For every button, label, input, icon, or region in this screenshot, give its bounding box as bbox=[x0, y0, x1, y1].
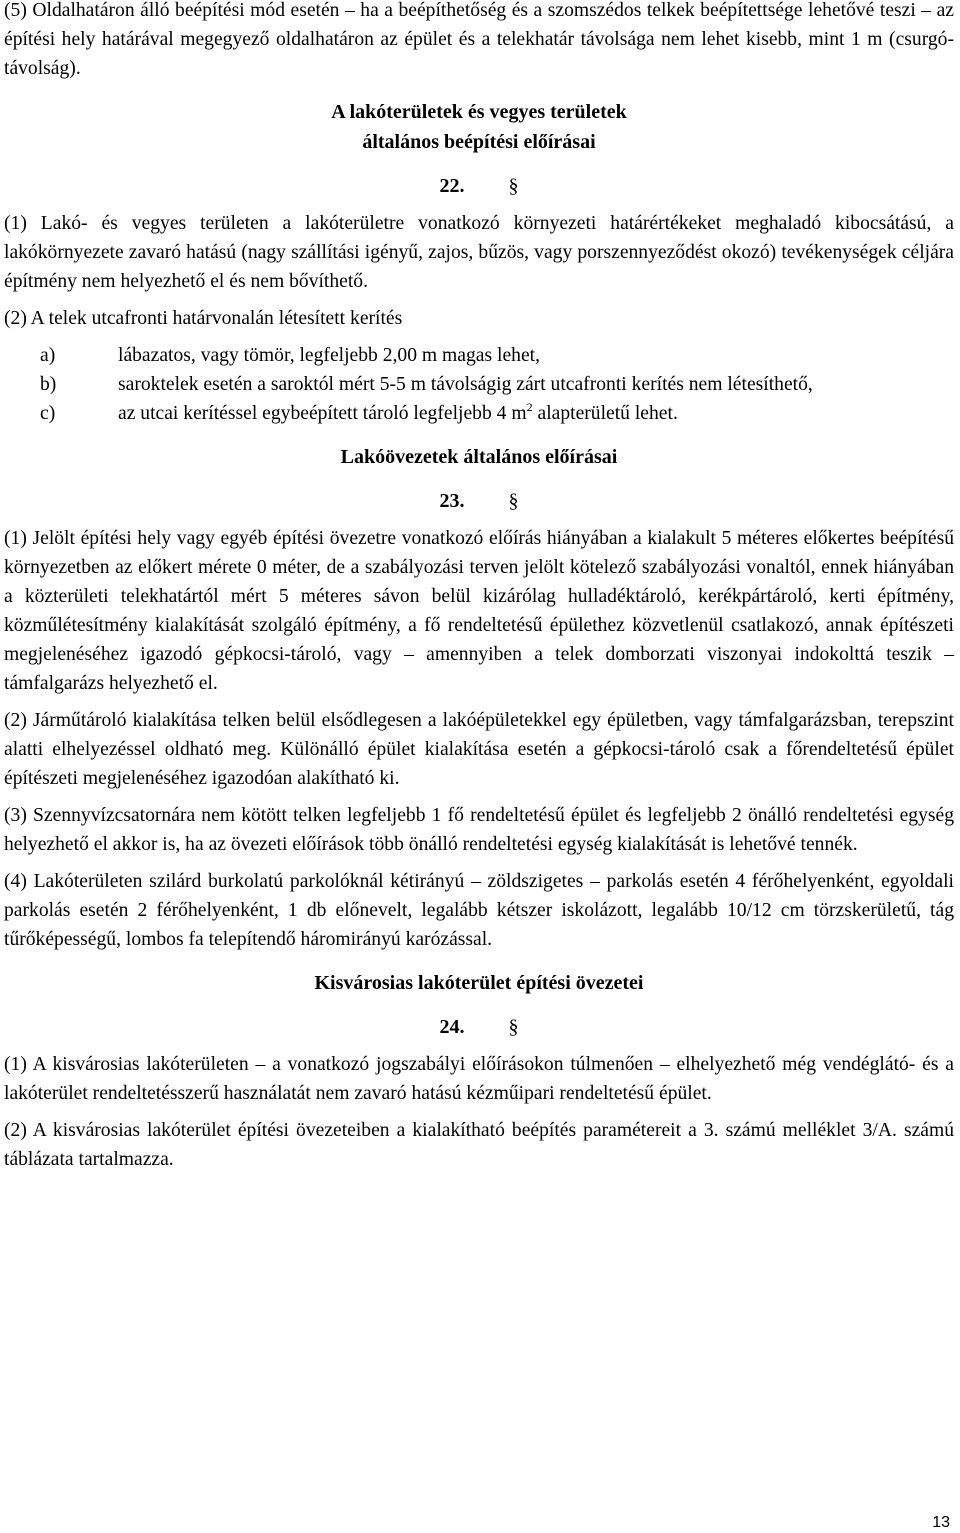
section-heading-kisvarosias: Kisvárosias lakóterület építési övezetei bbox=[314, 972, 644, 994]
paragraph-23-2: (2) Járműtároló kialakítása telken belül elsődlegesen a lakóépületekkel egy épületben, vagy támfalgarázsban, terepszint alatti elhelyezéssel oldható meg. Különálló épület kialakítása esetén a gépkocsi-tároló csak a főrendeltetésű épület építészeti megjelenéséhez igazodóan alakítható ki. bbox=[4, 710, 954, 789]
page-number: 13 bbox=[932, 1514, 950, 1531]
section-number: 22. bbox=[439, 175, 465, 197]
paragraph-23-3: (3) Szennyvízcsatornára nem kötött telken legfeljebb 1 fő rendeltetésű épület és legfeljebb 2 önálló rendeltetési egység helyezhető el akkor is, ha az övezeti előírások több önálló rendeltetési egység kialakítását is lehetővé tennék. bbox=[4, 805, 954, 855]
list-item bbox=[4, 399, 954, 428]
section-number-22 bbox=[4, 171, 954, 201]
paragraph-22-2: (2) A telek utcafronti határvonalán létesített kerítés bbox=[4, 308, 403, 329]
list-item-text-after: alapterületű lehet. bbox=[532, 403, 678, 424]
list-item-text-before: az utcai kerítéssel egybeépített tároló legfeljebb 4 m bbox=[118, 403, 527, 424]
list-item-text bbox=[80, 399, 954, 428]
section-heading-lakoovezetek: Lakóövezetek általános előírásai bbox=[340, 446, 618, 468]
list-item-text: saroktelek esetén a saroktól mért 5-5 m távolságig zárt utcafronti kerítés nem létesíthető, bbox=[118, 374, 813, 395]
fence-rules-list bbox=[4, 341, 954, 428]
paragraph-21-5: (5) Oldalhatáron álló beépítési mód esetén – ha a beépíthetőség és a szomszédos telkek beépítettsége lehetővé teszi – az építési hely határával megegyező oldalhatáron az épület és a telekhatár távolsága nem lehet kisebb, mint 1 m (csurgó-távolság). bbox=[4, 0, 954, 79]
section-number: 23. bbox=[439, 490, 465, 512]
section-number-23 bbox=[4, 486, 954, 516]
list-item-label: b) bbox=[40, 374, 57, 395]
section-number-24 bbox=[4, 1012, 954, 1042]
paragraph-sign: § bbox=[508, 175, 519, 197]
list-item-text: lábazatos, vagy tömör, legfeljebb 2,00 m magas lehet, bbox=[118, 345, 540, 366]
paragraph-23-1: (1) Jelölt építési hely vagy egyéb építési övezetre vonatkozó előírás hiányában a kialakult 5 méteres előkertes beépítésű környezetben az előkert mérete 0 méter, de a szabályozási terven jelölt kötelező szabályozási vonaltól, ennek hiányában a közterületi telekhatártól mért 5 méteres sávon belül kizárólag hulladéktároló, kerékpártároló, kerti építmény, közműlétesítmény kialakítását szolgáló építmény, a fő rendeltetésű épülethez közvetlenül csatlakozó, annak építészeti megjelenéséhez igazodó gépkocsi-tároló, vagy – amennyiben a telek domborzati viszonyai indokolttá teszik – támfalgarázs helyezhető el. bbox=[4, 528, 954, 694]
paragraph-23-4: (4) Lakóterületen szilárd burkolatú parkolóknál kétirányú – zöldszigetes – parkolás esetén 4 férőhelyenként, egyoldali parkolás esetén 2 férőhelyenként, 1 db előnevelt, legalább kétszer iskolázott, legalább 10/12 cm törzskerületű, tág tűrőképességű, lombos fa telepítendő háromirányú karózással. bbox=[4, 871, 954, 950]
heading-lakoteruletek-block bbox=[4, 97, 954, 157]
paragraph-22-1: (1) Lakó- és vegyes területen a lakóterületre vonatkozó környezeti határértékeket meghaladó kibocsátású, a lakókörnyezete zavaró hatású (nagy szállítási igényű, zajos, bűzös, vagy porszennyeződést okozó) tevékenységek céljára építmény nem helyezhető el és nem bővíthető. bbox=[4, 213, 954, 292]
paragraph-24-1: (1) A kisvárosias lakóterületen – a vonatkozó jogszabályi előírásokon túlmenően – elhelyezhető még vendéglátó- és a lakóterület rendeltetésszerű használatát nem zavaró hatású kézműipari rendeltetésű épület. bbox=[4, 1054, 954, 1104]
list-item-label: c) bbox=[40, 403, 56, 424]
list-item bbox=[4, 370, 954, 399]
paragraph-sign: § bbox=[508, 1016, 519, 1038]
document-page bbox=[4, 0, 954, 1182]
paragraph-sign: § bbox=[508, 490, 519, 512]
superscript-exponent: 2 bbox=[526, 400, 533, 414]
paragraph-24-2: (2) A kisvárosias lakóterület építési övezeteiben a kialakítható beépítés paramétereit a 3. számú melléklet 3/A. számú táblázata tartalmazza. bbox=[4, 1120, 954, 1170]
section-heading-line-2: általános beépítési előírásai bbox=[362, 131, 596, 153]
list-item-label: a) bbox=[40, 345, 56, 366]
list-item bbox=[4, 341, 954, 370]
section-heading-line-1: A lakóterületek és vegyes területek bbox=[331, 101, 627, 123]
section-number: 24. bbox=[439, 1016, 465, 1038]
